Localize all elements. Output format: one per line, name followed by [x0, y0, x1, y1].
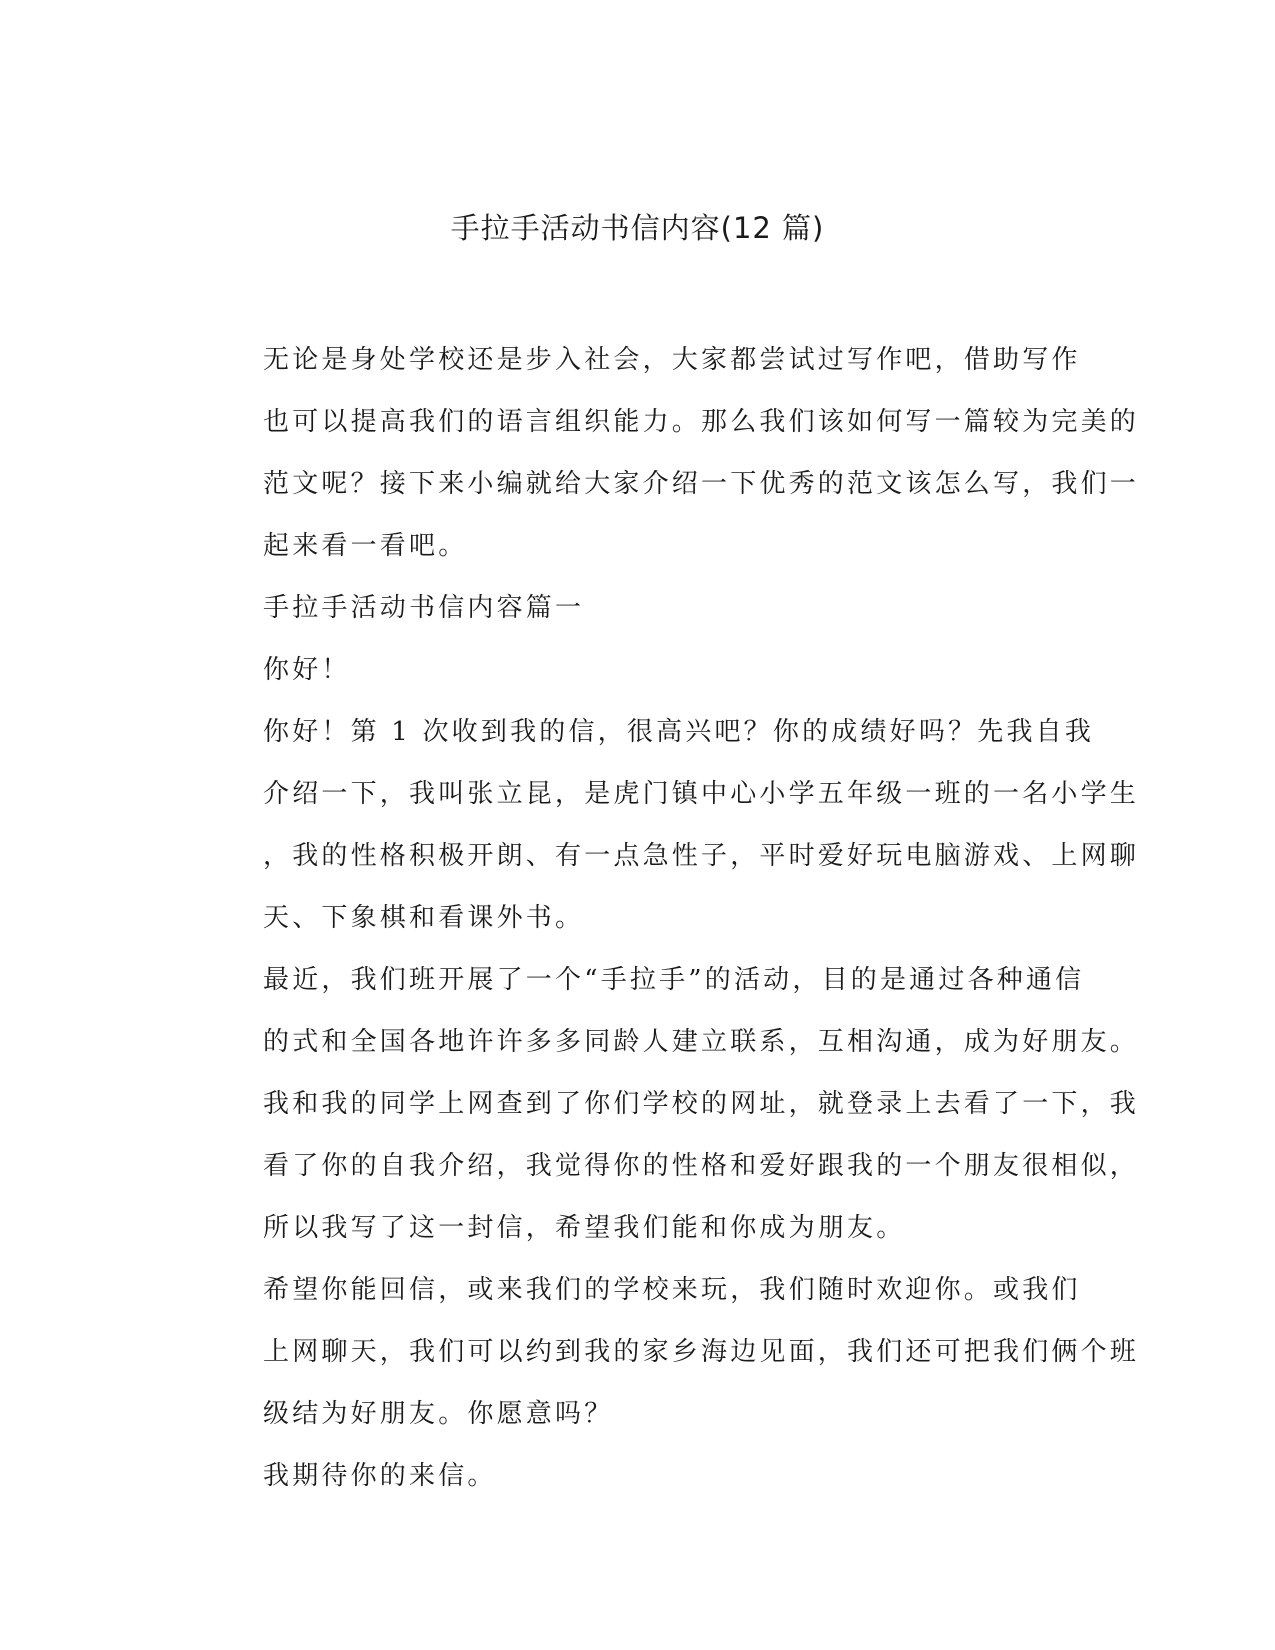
section-heading: [188, 577, 1068, 639]
text-line: 也可以提高我们的语言组织能力。那么我们该如何写一篇较为完美的: [263, 407, 1140, 437]
text-line: 希望你能回信，或来我们的学校来玩，我们随时欢迎你。或我们: [263, 1275, 1081, 1305]
letter-paragraph: [188, 949, 1140, 1259]
text-line: 无论是身处学校还是步入社会，大家都尝试过写作吧，借助写作: [263, 345, 1081, 375]
document-body: [188, 329, 1140, 1507]
text-line: 我和我的同学上网查到了你们学校的网址，就登录上去看了一下，我: [263, 1089, 1140, 1119]
text-line: 天、下象棋和看课外书。: [263, 903, 585, 933]
text-line: 你好！第 1 次收到我的信，很高兴吧？你的成绩好吗？先我自我: [263, 717, 1095, 747]
text-line: 我期待你的来信。: [263, 1461, 497, 1491]
text-line: 级结为好朋友。你愿意吗？: [263, 1399, 614, 1429]
text-line: 看了你的自我介绍，我觉得你的性格和爱好跟我的一个朋友很相似，: [263, 1151, 1140, 1181]
letter-closing: [188, 1445, 1068, 1507]
letter-paragraph: [188, 701, 1140, 949]
text-line: ，我的性格积极开朗、有一点急性子，平时爱好玩电脑游戏、上网聊: [263, 841, 1140, 871]
text-line: 手拉手活动书信内容篇一: [263, 593, 585, 623]
text-line: 最近，我们班开展了一个“手拉手”的活动，目的是通过各种通信: [263, 965, 1085, 995]
text-line: 介绍一下，我叫张立昆，是虎门镇中心小学五年级一班的一名小学生: [263, 779, 1140, 809]
text-line: 所以我写了这一封信，希望我们能和你成为朋友。: [263, 1213, 906, 1243]
letter-paragraph: [188, 1259, 1140, 1445]
intro-paragraph: [188, 329, 1140, 577]
letter-greeting: [188, 639, 1068, 701]
text-line: 范文呢？接下来小编就给大家介绍一下优秀的范文该怎么写，我们一: [263, 469, 1140, 499]
document-title: 手拉手活动书信内容(12 篇): [450, 211, 825, 245]
text-line: 你好！: [263, 655, 351, 685]
text-line: 起来看一看吧。: [263, 531, 468, 561]
text-line: 上网聊天，我们可以约到我的家乡海边见面，我们还可把我们俩个班: [263, 1337, 1140, 1367]
text-line: 的式和全国各地许许多多同龄人建立联系，互相沟通，成为好朋友。: [263, 1027, 1140, 1057]
